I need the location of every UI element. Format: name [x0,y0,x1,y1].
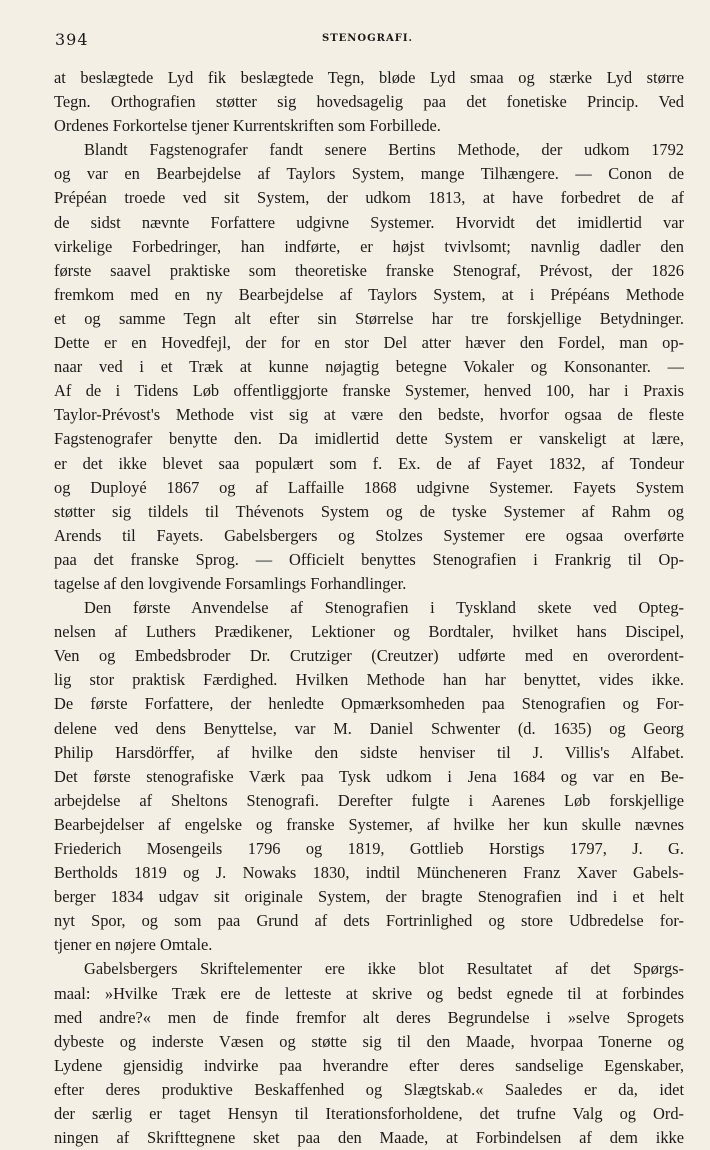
text-line: Bertholds 1819 og J. Nowaks 1830, indtil Müncheneren Franz Xaver Gabels- [54,863,684,883]
text-line: efter deres produktive Beskaffenhed og Slægtskab.« Saaledes er da, idet [54,1079,684,1099]
text-line: og var en Bearbejdelse af Taylors System, mange Tilhængere. — Conon de [54,164,684,184]
text-line: dybeste og inderste Væsen og støtte sig til den Maade, hvorpaa Tonerne og [54,1031,684,1051]
text-line: tagelse af den lovgivende Forsamlings Forhandlinger. [54,573,407,593]
text-line: berger 1834 udgav sit originale System, der bragte Stenografien ind i et helt [54,887,684,907]
text-line: Friederich Mosengeils 1796 og 1819, Gottlieb Horstigs 1797, J. G. [54,839,684,858]
text-line: nyt Spor, og som paa Grund af dets Fortrinlighed og store Udbredelse for- [54,911,684,931]
text-line: Den første Anvendelse af Stenografien i Tyskland skete ved Opteg- [84,598,684,618]
text-line: lig stor praktisk Færdighed. Hvilken Methode han har benyttet, vides ikke. [54,670,684,690]
text-line: Taylor-Prévost's Methode vist sig at være den bedste, hvorfor ogsaa de fleste [54,405,684,425]
page-header [55,30,680,50]
text-line: Lydene gjensidig indvirke paa hverandre efter deres sandselige Egenskaber, [54,1055,684,1075]
text-line: maal: »Hvilke Træk ere de letteste at skrive og bedst egnede til at forbindes [54,983,684,1003]
text-line: fremkom med en ny Bearbejdelse af Taylors System, at i Prépéans Methode [54,284,684,304]
text-line: Blandt Fagstenografer fandt senere Bertins Methode, der udkom 1792 [84,140,684,160]
text-line: at beslægtede Lyd fik beslægtede Tegn, bløde Lyd smaa og stærke Lyd større [54,68,684,87]
text-line: tjener en nøjere Omtale. [54,935,213,955]
body-text [54,66,684,1150]
text-line: er det ikke blevet saa populært som f. Ex. de af Fayet 1832, af Tondeur [54,453,684,473]
text-line: delene ved dens Benyttelse, var M. Daniel Schwenter (d. 1635) og Georg [54,718,684,738]
page-number: 394 [55,30,89,49]
text-line: Philip Harsdörffer, af hvilke den sidste henviser til J. Villis's Alfabet. [54,742,684,762]
text-line: der særlig er taget Hensyn til Iterationsforholdene, det trufne Valg og Ord- [54,1104,684,1124]
text-line: og Duployé 1867 og af Laffaille 1868 udgivne Systemer. Fayets System [54,477,684,497]
text-line: støtter sig tildels til Thévenots System og de tyske Systemer af Rahm og [54,501,684,521]
text-line: nelsen af Luthers Prædikener, Lektioner og Bordtaler, hvilket hans Discipel, [54,622,684,642]
text-line: de sidst nævnte Forfattere udgivne Systemer. Hvorvidt det imidlertid var [54,212,684,232]
running-title: STENOGRAFI. [321,33,413,44]
text-line: ningen af Skrifttegnene sket paa den Maade, at Forbindelsen af dem ikke [54,1128,684,1148]
text-line: med andre?« men de finde fremfor alt deres Begrundelse i »selve Sprogets [54,1007,684,1027]
text-line: De første Forfattere, der henledte Opmærksomheden paa Stenografien og For- [54,694,684,714]
text-line: Fagstenografer benytte den. Da imidlertid dette System er vanskeligt at lære, [54,429,684,449]
text-line: første saavel praktiske som theoretiske franske Stenograf, Prévost, der 1826 [54,260,684,280]
text-line: paa det franske Sprog. — Officielt benyttes Stenografien i Frankrig til Op- [54,549,684,569]
text-line: Ven og Embedsbroder Dr. Crutziger (Creutzer) udførte med en overordent- [54,646,684,666]
text-line: Det første stenografiske Værk paa Tysk udkom i Jena 1684 og var en Be- [54,766,684,786]
text-line: Prépéan troede ved sit System, der udkom 1813, at have forbedret de af [54,188,684,208]
text-line: et og samme Tegn alt efter sin Størrelse har tre forskjellige Betydninger. [54,308,684,328]
text-line: virkelige Forbedringer, han indførte, er højst tvivlsomt; navnlig dadler den [54,236,684,256]
text-line: Tegn. Orthografien støtter sig hovedsagelig paa det fonetiske Princip. Ved [54,92,684,112]
text-line: Dette er en Hovedfejl, der for en stor Del atter hæver den Fordel, man op- [54,333,684,353]
text-line: Ordenes Forkortelse tjener Kurrentskriften som Forbillede. [54,116,441,136]
text-line: naar ved i et Træk at kunne nøjagtig betegne Vokaler og Konsonanter. — [54,357,684,377]
text-line: Bearbejdelser af engelske og franske Systemer, af hvilke her kun skulle nævnes [54,814,684,834]
text-line: arbejdelse af Sheltons Stenografi. Derefter fulgte i Aarenes Løb forskjellige [54,790,684,810]
text-line: Arends til Fayets. Gabelsbergers og Stolzes Systemer ere ogsaa overførte [54,525,684,545]
text-line: Af de i Tidens Løb offentliggjorte franske Systemer, henved 100, har i Praxis [54,381,684,401]
text-line: Gabelsbergers Skriftelementer ere ikke blot Resultatet af det Spørgs- [84,959,684,979]
